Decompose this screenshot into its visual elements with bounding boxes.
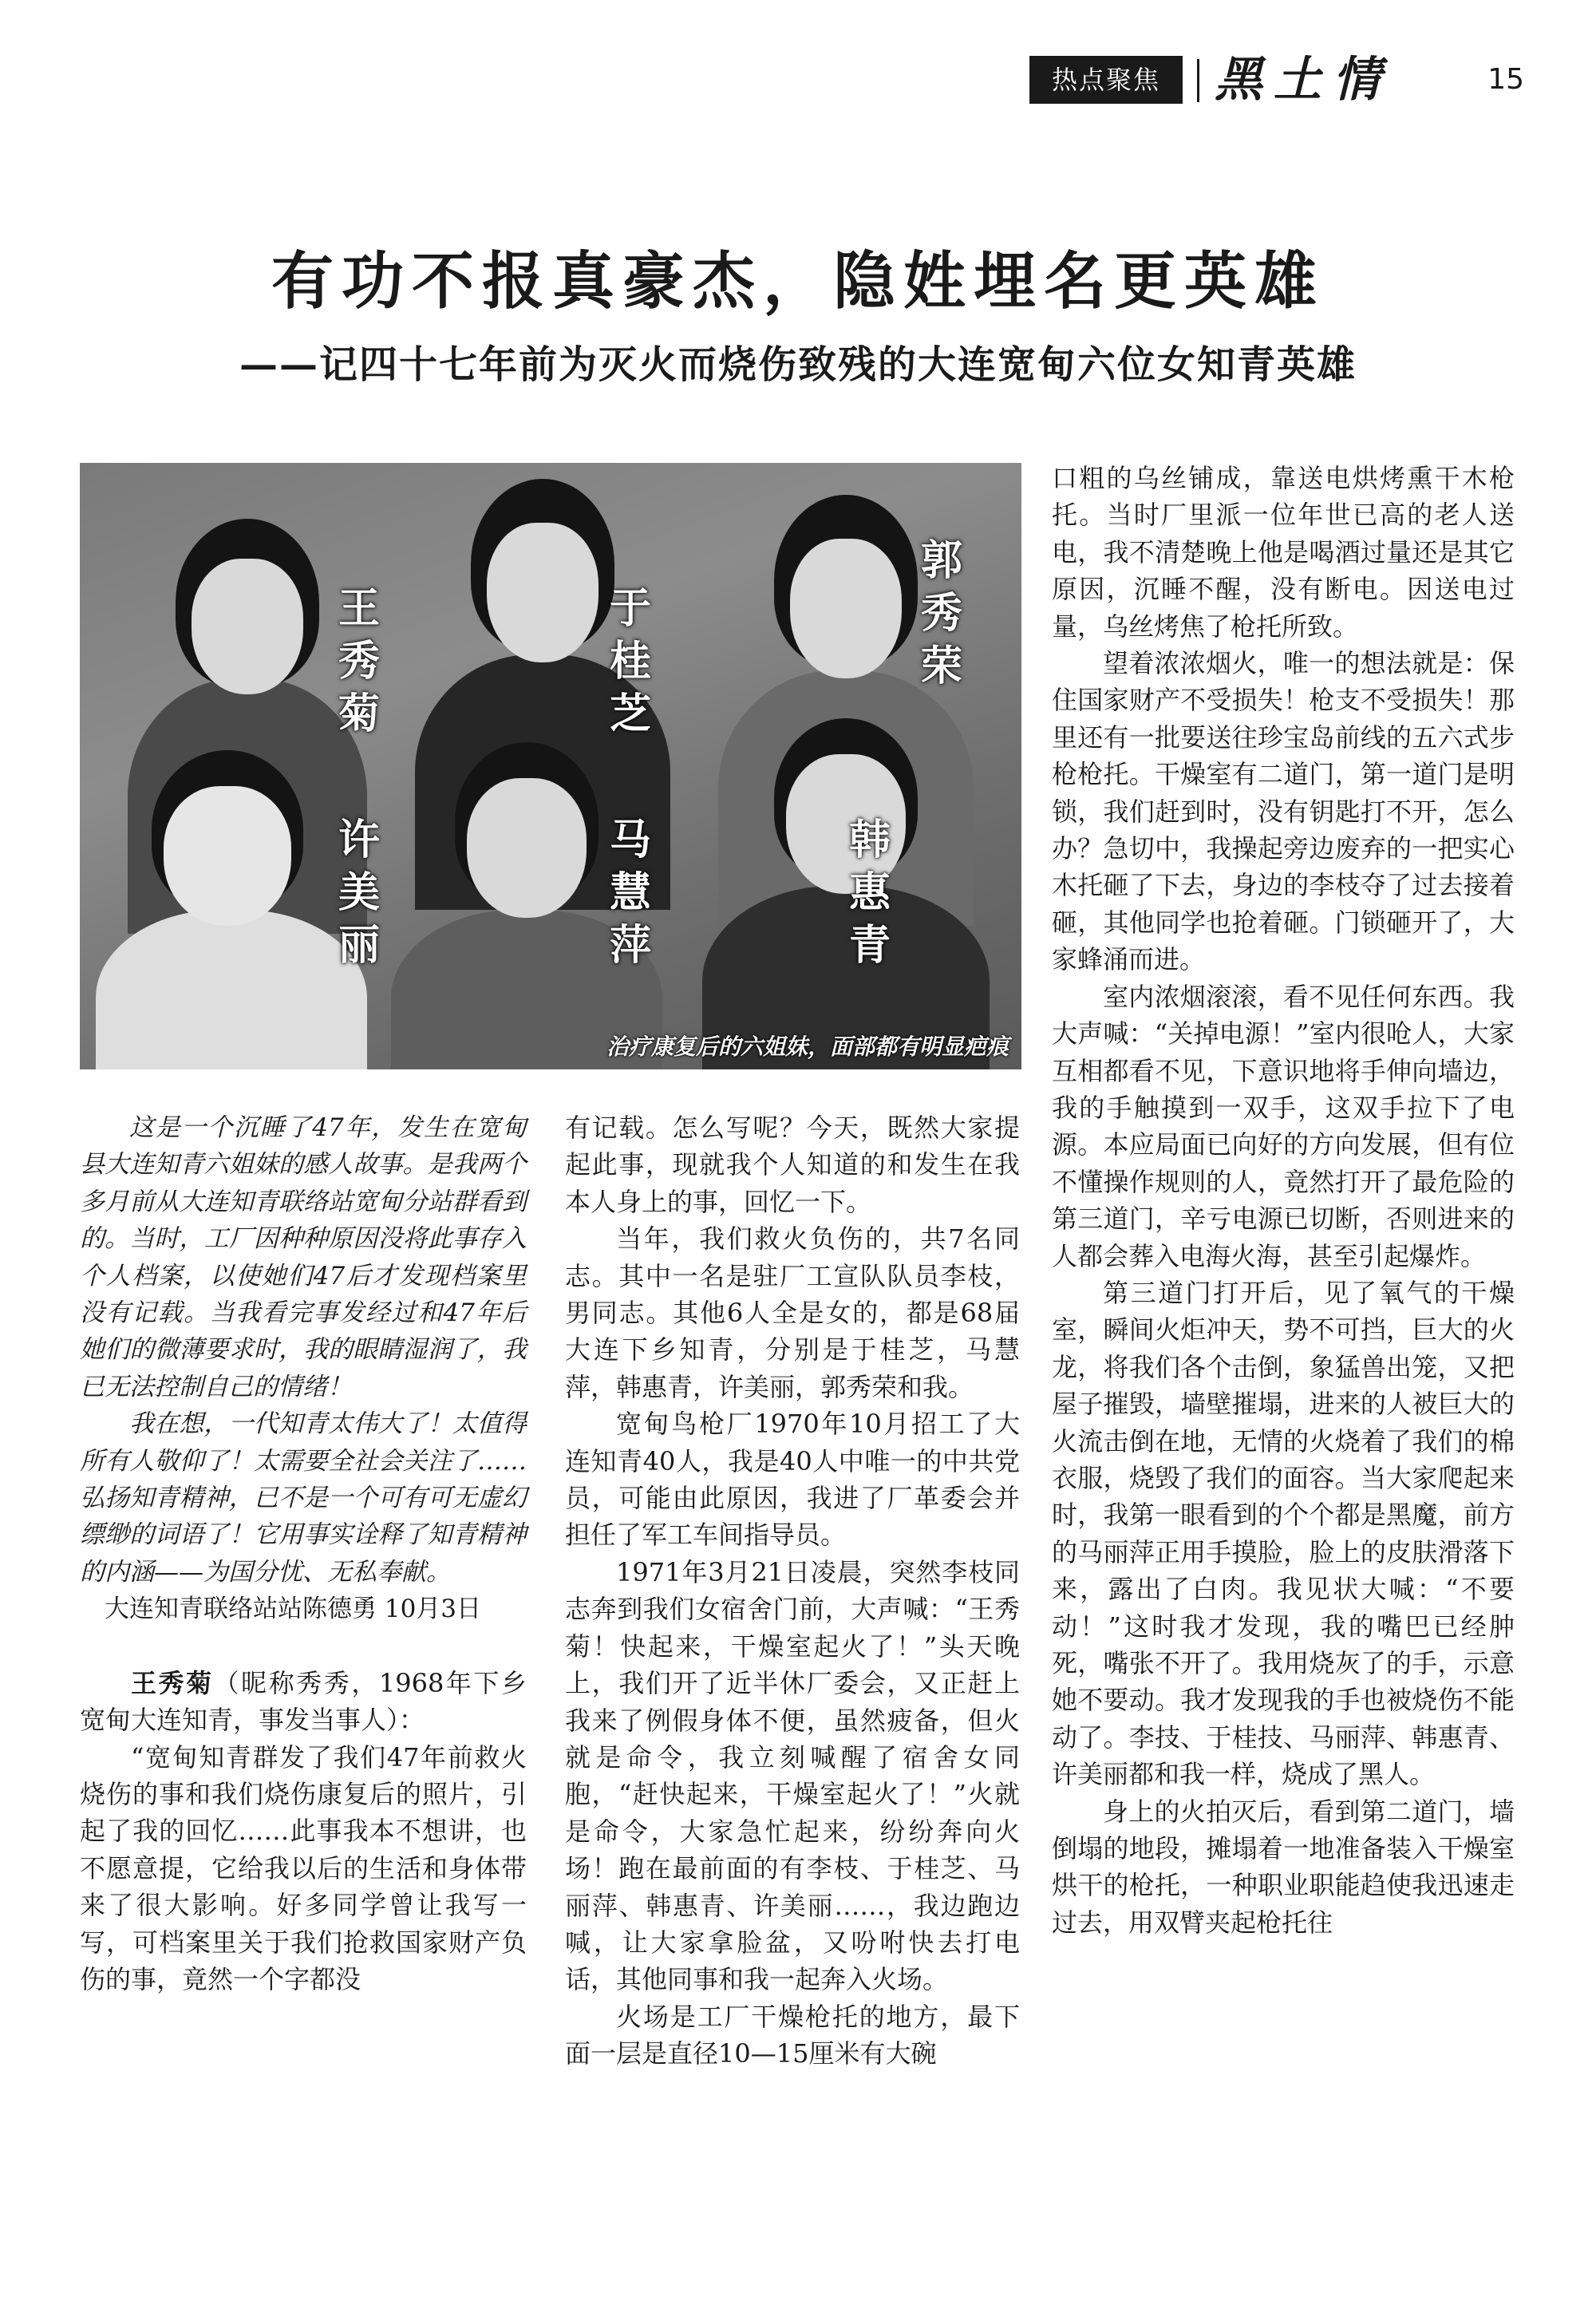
intro-paragraph: 我在想，一代知青太伟大了！太值得所有人敬仰了！太需要全社会关注了……弘扬知青精神，已不是一个可有可无虚幻缥缈的词语了！它用事实诠释了知青精神的内涵——为国分忧、无私奉献。 [80, 1409, 527, 1587]
magazine-name: 黑土情 [1215, 52, 1392, 108]
speaker-note: （昵称秀秀，1968年下乡宽甸大连知青，事发当事人）： [80, 1667, 527, 1736]
photo-name-label: 于桂芝 [609, 585, 651, 738]
person-front-left [96, 750, 367, 1069]
section-tag: 热点聚焦 [1029, 56, 1183, 104]
intro-paragraph: 这是一个沉睡了47年，发生在宽甸县大连知青六姐妹的感人故事。是我两个多月前从大连知青联络站宽甸分站群看到的。当时，工厂因种种原因没将此事存入个人档案，以使她们47后才发现档案里没有记载。当我看完事发经过和47年后她们的微薄要求时，我的眼睛湿润了，我已无法控制自己的情绪！ [80, 1113, 527, 1401]
body-paragraph: 当年，我们救火负伤的，共7名同志。其中一名是驻厂工宣队队员李枝，男同志。其他6人全是女的，都是68届大连下乡知青，分别是于桂芝，马慧萍，韩惠青，许美丽，郭秀荣和我。 [565, 1223, 1020, 1402]
photo-name-label: 马慧萍 [609, 816, 651, 970]
body-paragraph: 火场是工厂干燥枪托的地方，最下面一层是直径10—15厘米有大碗 [565, 2001, 1020, 2069]
photo-caption: 治疗康复后的六姐妹，面部都有明显疤痕 [606, 1034, 1009, 1060]
header-divider [1197, 59, 1199, 102]
body-paragraph: 宽甸鸟枪厂1970年10月招工了大连知青40人，我是40人中唯一的中共党员，可能由此原因，我进了厂革委会并担任了军工车间指导员。 [565, 1409, 1020, 1551]
column-2 [565, 1109, 1020, 2073]
photo-name-label: 郭秀荣 [920, 537, 962, 690]
body-paragraph: “宽甸知青群发了我们47年前救火烧伤的事和我们烧伤康复后的照片，引起了我的回忆……此事我本不想讲，也不愿意提，它给我以后的生活和身体带来了很大影响。好多同学曾让我写一写，可档案里关于我们抢救国家财产负伤的事，竟然一个字都没 [80, 1741, 527, 1994]
group-photo [80, 463, 1021, 1069]
article-subtitle: ——记四十七年前为灭火而烧伤致残的大连宽甸六位女知青英雄 [239, 342, 1357, 387]
speaker-intro [80, 1665, 527, 1739]
column-3 [1052, 460, 1515, 1941]
page-header [1029, 52, 1524, 108]
body-paragraph: 有记载。怎么写呢？今天，既然大家提起此事，现就我个人知道的和发生在我本人身上的事，回忆一下。 [565, 1113, 1020, 1217]
page-number: 15 [1487, 63, 1524, 96]
body-paragraph: 室内浓烟滚滚，看不见任何东西。我大声喊：“关掉电源！”室内很呛人，大家互相都看不见，下意识地将手伸向墙边，我的手触摸到一双手，这双手拉下了电源。本应局面已向好的方向发展，但有位不懂操作规则的人，竟然打开了最危险的第三道门，辛亏电源已切断，否则进来的人都会葬入电海火海，甚至引起爆炸。 [1052, 981, 1515, 1271]
column-1 [80, 1109, 527, 1998]
photo-name-label: 韩惠青 [848, 816, 891, 970]
body-paragraph: 身上的火拍灭后，看到第二道门，墙倒塌的地段，摊塌着一地准备装入干燥室烘干的枪托，一种职业职能趋使我迅速走过去，用双臂夹起枪托往 [1052, 1796, 1515, 1938]
body-paragraph: 望着浓浓烟火，唯一的想法就是：保住国家财产不受损失！枪支不受损失！那里还有一批要送往珍宝岛前线的五六式步枪枪托。干燥室有二道门，第一道门是明锁，我们赶到时，没有钥匙打不开，怎么办？急切中，我操起旁边废弃的一把实心木托砸了下去，身边的李枝夺了过去接着砸，其他同学也抢着砸。门锁砸开了，大家蜂涌而进。 [1052, 648, 1515, 975]
intro-signoff: 大连知青联络站站陈德勇 10月3日 [105, 1595, 482, 1624]
photo-name-label: 许美丽 [338, 816, 380, 970]
body-paragraph: 口粗的乌丝铺成，靠送电烘烤熏干木枪托。当时厂里派一位年世已高的老人送电，我不清楚晚上他是喝酒过量还是其它原因，沉睡不醒，没有断电。因送电过量，乌丝烤焦了枪托所致。 [1052, 463, 1515, 642]
body-paragraph: 第三道门打开后，见了氧气的干燥室，瞬间火炬冲天，势不可挡，巨大的火龙，将我们各个击倒，象猛兽出笼，又把屋子摧毁，墙壁摧塌，进来的人被巨大的火流击倒在地，无情的火烧着了我们的棉衣服，烧毁了我们的面容。当大家爬起来时，我第一眼看到的个个都是黑魔，前方的马丽萍正用手摸脸，脸上的皮肤滑落下来，露出了白肉。我见状大喊：“不要动！”这时我才发现，我的嘴巴已经肿死，嘴张不开了。我用烧灰了的手，示意她不要动。我才发现我的手也被烧伤不能动了。李技、于桂技、马丽萍、韩惠青、许美丽都和我一样，烧成了黑人。 [1052, 1277, 1515, 1790]
speaker-name: 王秀菊 [131, 1667, 214, 1698]
body-paragraph: 1971年3月21日凌晨，突然李枝同志奔到我们女宿舍门前，大声喊：“王秀菊！快起来，干燥室起火了！”头天晚上，我们开了近半休厂委会，又正赶上我来了例假身体不便，虽然疲备，但火就是命令，我立刻喊醒了宿舍女同胞，“赶快起来，干燥室起火了！”火就是命令，大家急忙起来，纷纷奔向火场！跑在最前面的有李枝、于桂芝、马丽萍、韩惠青、许美丽……，我边跑边喊，让大家拿脸盆，又吩咐快去打电话，其他同事和我一起奔入火场。 [565, 1556, 1020, 1995]
photo-name-label: 王秀菊 [338, 585, 380, 738]
article-title: 有功不报真豪杰，隐姓埋名更英雄 [271, 246, 1325, 318]
